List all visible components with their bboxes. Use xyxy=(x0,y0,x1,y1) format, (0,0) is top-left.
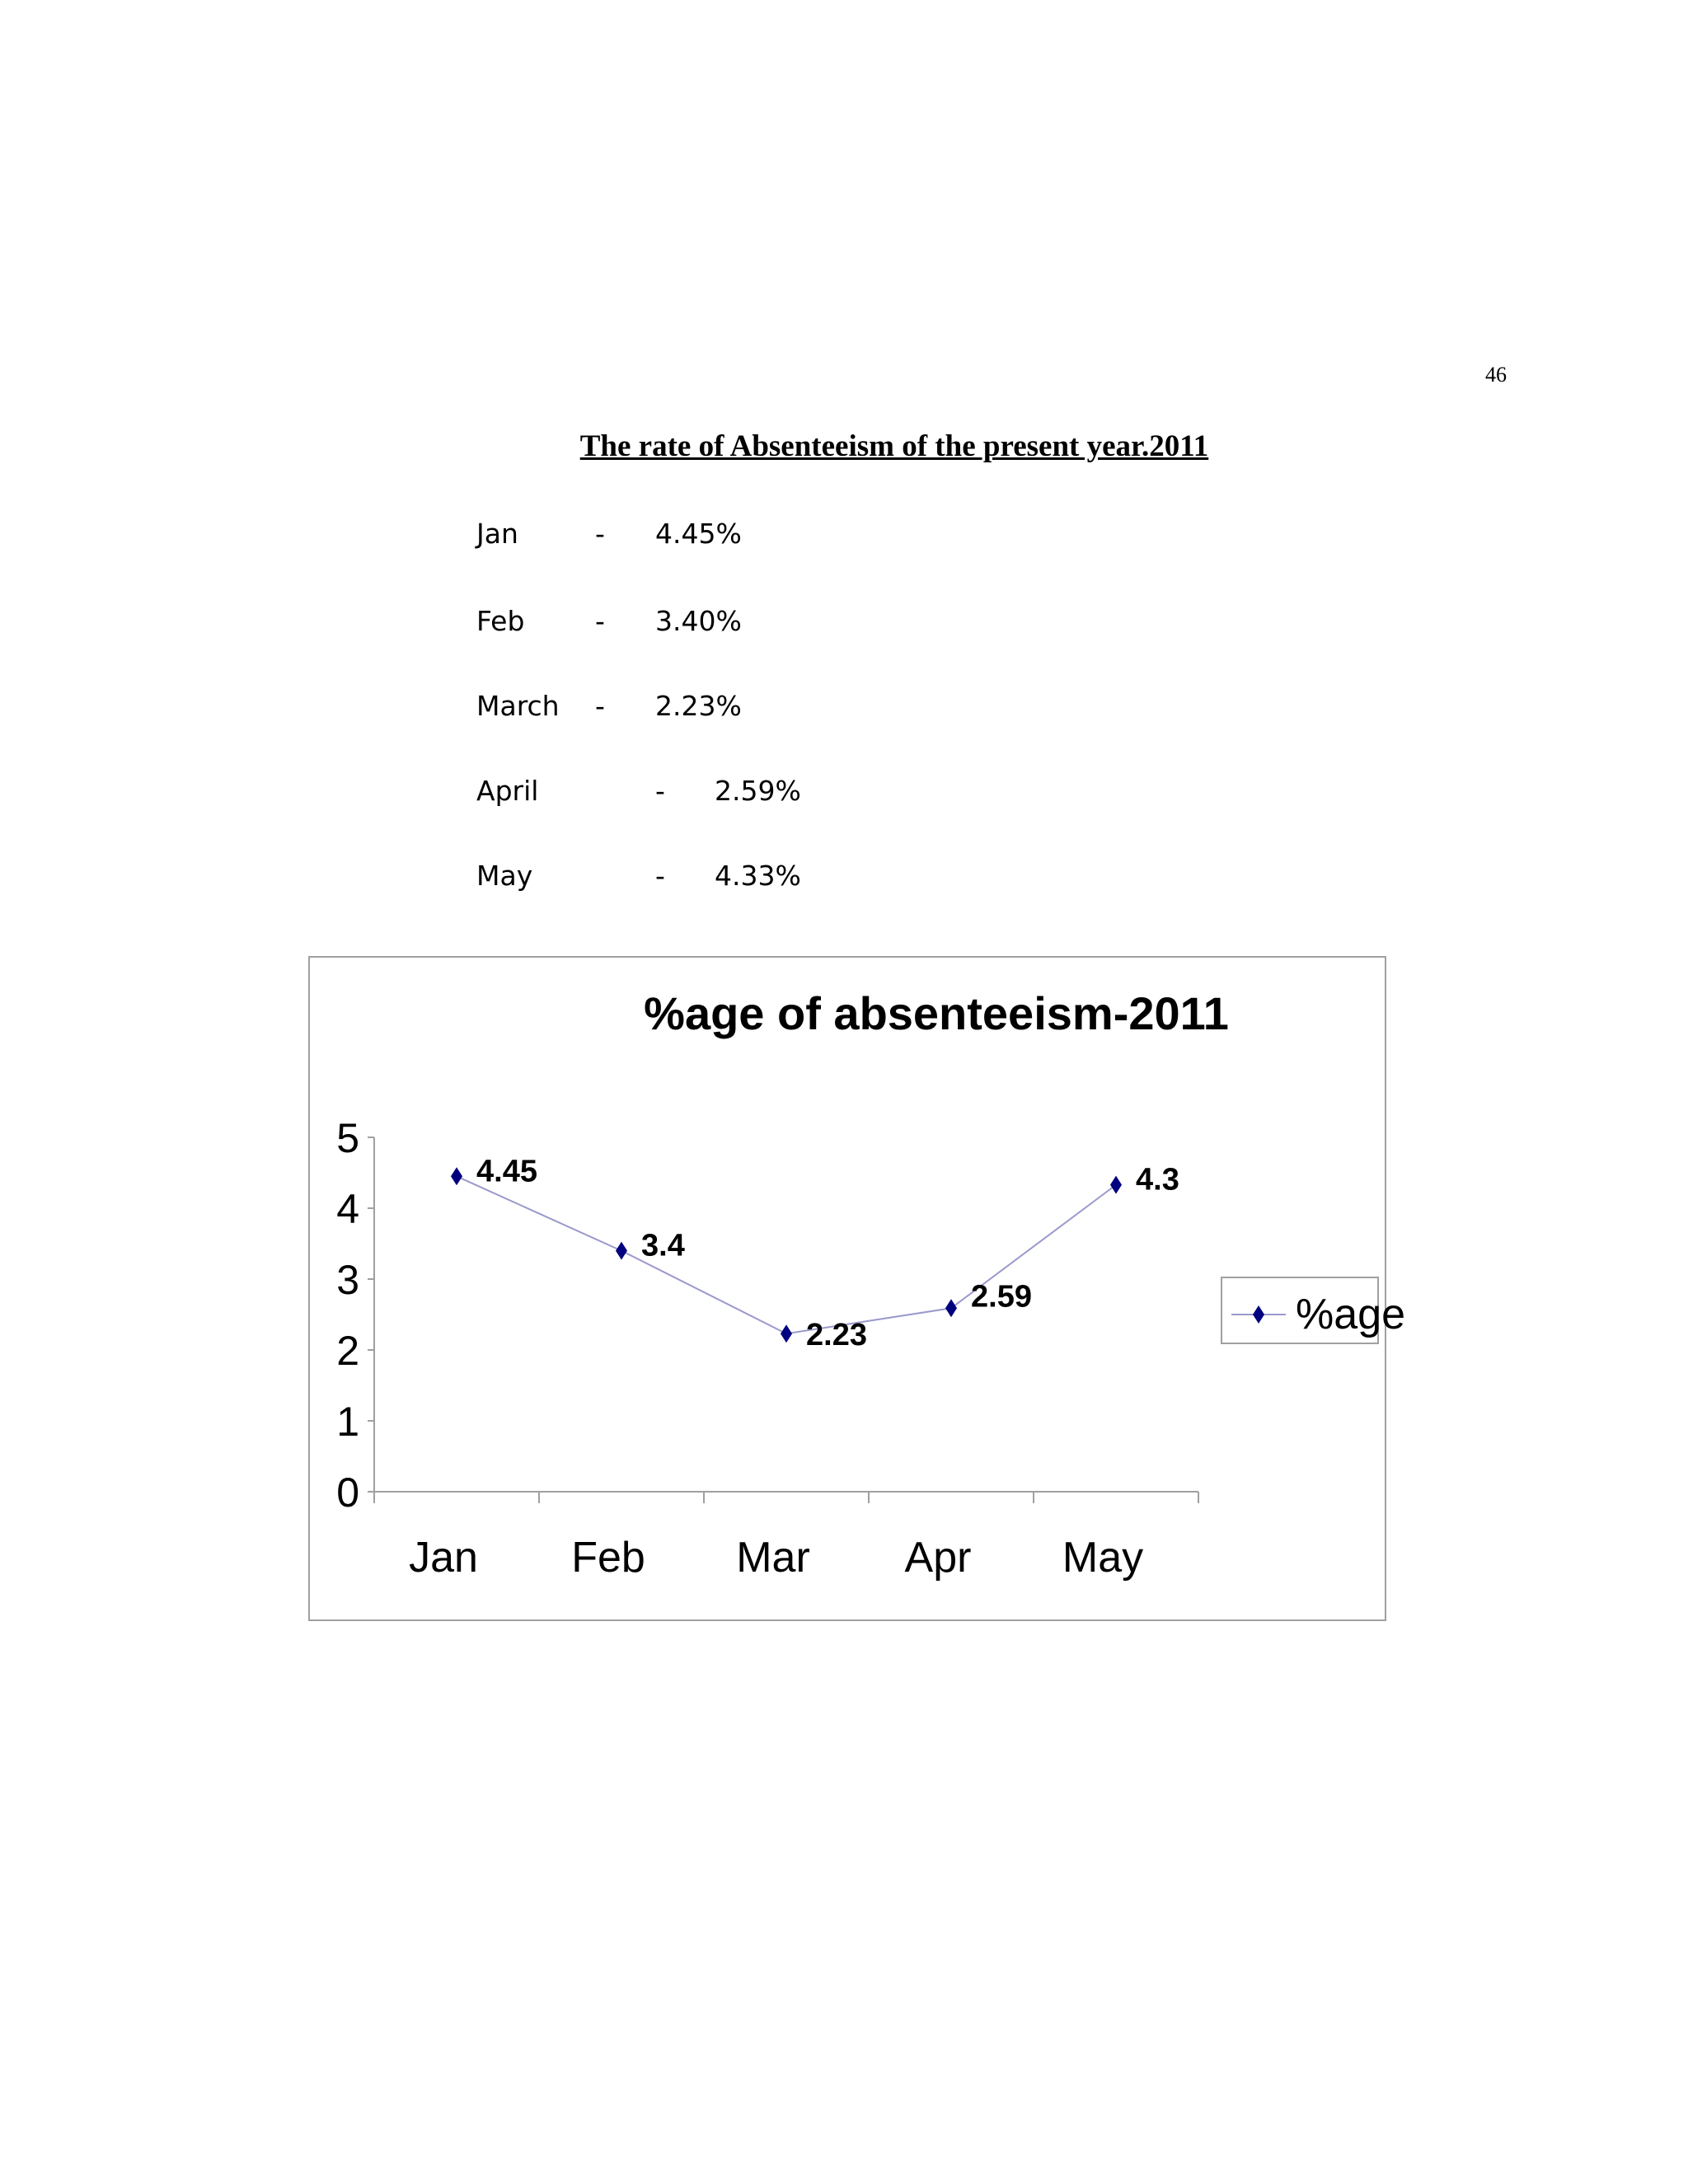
rate-separator: - xyxy=(595,518,605,550)
data-point-marker xyxy=(781,1324,792,1343)
rate-row-feb xyxy=(0,605,1688,646)
x-tick-label: Apr xyxy=(904,1534,972,1582)
data-label: 4.3 xyxy=(1136,1162,1179,1197)
rate-row-may xyxy=(0,860,1688,901)
rate-month: May xyxy=(476,860,533,892)
data-point-marker xyxy=(451,1167,462,1185)
chart-legend xyxy=(1221,1277,1405,1343)
page-heading: The rate of Absenteeism of the present year.2011 xyxy=(579,429,1209,463)
chart-title: %age of absenteeism-2011 xyxy=(644,987,1229,1039)
legend-label: %age xyxy=(1296,1291,1405,1338)
data-label: 2.59 xyxy=(971,1279,1032,1315)
rate-month: Jan xyxy=(476,518,518,550)
y-tick-label: 4 xyxy=(336,1186,359,1232)
data-point-marker xyxy=(1110,1176,1122,1194)
chart-frame xyxy=(308,956,1405,1621)
rate-separator: - xyxy=(655,775,665,807)
data-label: 2.23 xyxy=(806,1318,867,1353)
y-tick-label: 1 xyxy=(336,1399,359,1445)
data-label: 3.4 xyxy=(641,1228,685,1263)
rate-row-jan xyxy=(0,518,1688,559)
x-tick-label: Feb xyxy=(571,1534,645,1582)
rate-month: April xyxy=(476,775,539,807)
y-tick-label: 0 xyxy=(336,1469,359,1516)
data-label: 4.45 xyxy=(476,1154,537,1189)
rate-value: 3.40% xyxy=(655,605,742,637)
rate-row-march xyxy=(0,690,1688,731)
rate-row-april xyxy=(0,775,1688,816)
rate-month: Feb xyxy=(476,605,525,637)
y-tick-label: 2 xyxy=(336,1328,359,1374)
data-point-marker xyxy=(616,1242,627,1260)
rate-separator: - xyxy=(595,605,605,637)
chart-series xyxy=(451,1154,1179,1352)
y-tick-label: 5 xyxy=(336,1115,359,1161)
rate-month: March xyxy=(476,690,560,722)
data-point-marker xyxy=(945,1299,957,1317)
rate-value: 2.23% xyxy=(655,690,742,722)
x-tick-label: May xyxy=(1062,1534,1144,1582)
rate-value: 4.45% xyxy=(655,518,742,550)
x-tick-label: Mar xyxy=(736,1534,810,1582)
page-number: 46 xyxy=(1485,363,1507,387)
x-tick-label: Jan xyxy=(409,1534,478,1582)
rate-value: 2.59% xyxy=(715,775,801,807)
absenteeism-line-chart xyxy=(310,958,1405,1619)
y-tick-label: 3 xyxy=(336,1257,359,1303)
chart-axes xyxy=(336,1115,1198,1582)
rate-list xyxy=(0,0,1688,907)
rate-separator: - xyxy=(655,860,665,892)
rate-value: 4.33% xyxy=(715,860,801,892)
rate-separator: - xyxy=(595,690,605,722)
